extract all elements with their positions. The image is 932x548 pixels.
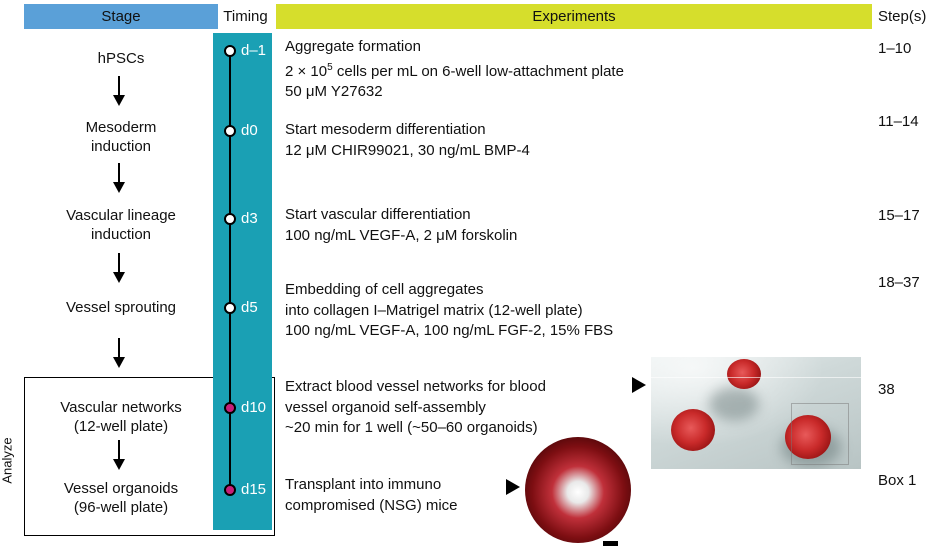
experiment-line: Start vascular differentiation: [285, 206, 471, 223]
stage-vessel-sprouting: Vessel sprouting: [65, 299, 177, 316]
experiment-transplant: [285, 475, 458, 516]
experiment-line: vessel organoid self-assembly: [285, 398, 486, 416]
analyze-label: Analyze: [0, 437, 15, 484]
step-label: 11–14: [878, 113, 919, 130]
experiment-line: into collagen I–Matrigel matrix (12-well plate): [285, 301, 583, 319]
timing-header: Timing: [223, 8, 268, 25]
stage-vessel-organoids: Vessel organoids (96-well plate): [63, 480, 179, 516]
watermark: 知乎 @盛合瑞类器官: [652, 500, 867, 525]
experiment-line: Transplant into immuno: [285, 476, 442, 493]
stage-arrow: [118, 253, 120, 273]
timepoint-dot: [224, 125, 236, 137]
scale-bar: [603, 541, 618, 546]
stage-arrow: [118, 76, 120, 96]
stage-mesoderm-induction: Mesoderm induction: [85, 119, 157, 155]
stage-arrow: [118, 163, 120, 183]
timepoint-label: d15: [241, 481, 267, 498]
timepoint-dot: [224, 213, 236, 225]
experiment-embedding: [285, 280, 613, 342]
experiment-aggregate-formation: [285, 37, 624, 103]
experiment-line: Embedding of cell aggregates: [285, 281, 484, 298]
experiment-line: 100 ng/mL VEGF-A, 100 ng/mL FGF-2, 15% FBS: [285, 322, 614, 339]
vessel-network-clump: [671, 409, 715, 451]
timepoint-label: d0: [241, 122, 258, 139]
experiment-line: $2 \times 10^5$ cells per mL on 6-well low-attachment plate: [285, 61, 624, 80]
vessel-network-clump: [727, 359, 761, 389]
experiment-mesoderm: [285, 120, 530, 161]
experiments-header: Experiments: [276, 4, 872, 29]
timing-bar: [213, 33, 272, 530]
timepoint-label: d10: [241, 399, 267, 416]
timepoint-label: d3: [241, 210, 258, 227]
experiment-line: ~20 min for 1 well (~50–60 organoids): [285, 419, 538, 436]
timepoint-dot: [224, 45, 236, 57]
timeline-line: [229, 49, 231, 489]
experiment-line: Start mesoderm differentiation: [285, 121, 486, 138]
experiment-line: 12 μM CHIR99021, 30 ng/mL BMP-4: [285, 141, 530, 159]
stage-vascular-lineage-induction: Vascular lineage induction: [66, 207, 176, 243]
timepoint-dot-analysis: [224, 484, 236, 496]
timepoint-label: d–1: [241, 42, 267, 59]
step-label: 38: [878, 381, 895, 398]
stage-hpscs: hPSCs: [97, 50, 145, 67]
vessel-organoid-image: [525, 437, 631, 543]
step-label: 18–37: [878, 274, 920, 291]
steps-header: Step(s): [878, 8, 927, 25]
step-label: Box 1: [878, 472, 917, 489]
experiment-vascular: [285, 205, 517, 246]
stage-vascular-networks: Vascular networks (12-well plate): [60, 399, 182, 435]
experiment-line: compromised (NSG) mice: [285, 496, 458, 514]
well-outline: [791, 403, 849, 465]
stage-header: Stage: [24, 4, 218, 29]
step-label: 1–10: [878, 40, 912, 57]
timepoint-dot-analysis: [224, 402, 236, 414]
vascular-network-photo: [651, 357, 861, 469]
plate-edge-line: [651, 377, 861, 378]
timepoint-dot: [224, 302, 236, 314]
experiment-line: 50 μM Y27632: [285, 83, 383, 100]
experiment-line: Extract blood vessel networks for blood: [285, 378, 546, 395]
pointer-arrow: [506, 479, 520, 495]
timepoint-label: d5: [241, 299, 258, 316]
experiment-extract-networks: [285, 377, 546, 439]
step-label: 15–17: [878, 207, 920, 224]
experiment-line: 100 ng/mL VEGF-A, 2 μM forskolin: [285, 226, 518, 244]
pointer-arrow: [632, 377, 646, 393]
experiment-line: Aggregate formation: [285, 38, 421, 55]
stage-arrow: [118, 338, 120, 358]
